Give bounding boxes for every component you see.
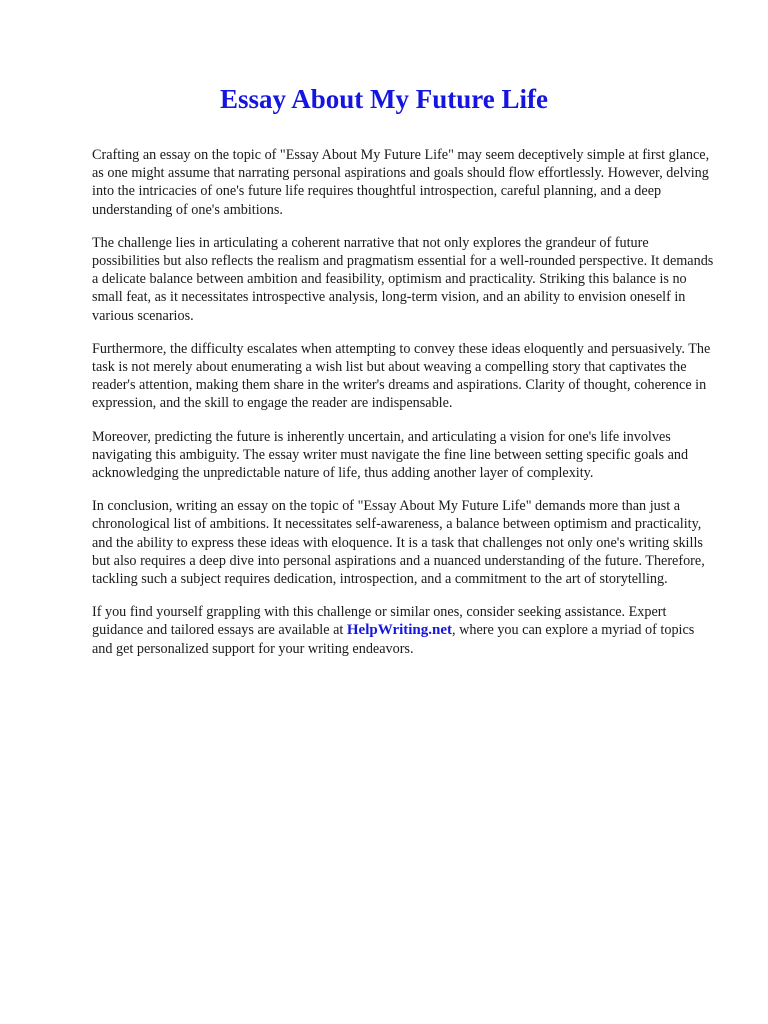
essay-body: [92, 146, 718, 658]
helpwriting-link[interactable]: HelpWriting.net: [346, 622, 453, 639]
page-title: Essay About My Future Life: [219, 84, 549, 114]
paragraph-furthermore: Furthermore, the difficulty escalates when attempting to convey these ideas eloquently and persuasively. The task is not merely about enumerating a wish list but about weaving a compelling story that captivates the reader's attention, making them share in the writer's dreams and aspirations. Clarity of thought, coherence in expression, and the skill to engage the reader are indispensable.: [92, 340, 711, 412]
closing-text-before-link: If you find yourself grappling with this challenge or similar ones, consider seeking assistance. Expert guidance and tailored essays are available at: [92, 604, 667, 639]
paragraph-moreover: Moreover, predicting the future is inherently uncertain, and articulating a vision for one's life involves navigating this ambiguity. The essay writer must navigate the fine line between setting specific goals and acknowledging the unpredictable nature of life, thus adding another layer of complexity.: [92, 428, 689, 482]
paragraph-closing: [92, 603, 718, 658]
paragraph-challenge: The challenge lies in articulating a coherent narrative that not only explores the grandeur of future possibilities but also reflects the realism and pragmatism essential for a well-rounded perspective. It demands a delicate balance between ambition and feasibility, optimism and practicality. Striking this balance is no small feat, as it necessitates introspective analysis, long-term vision, and an ability to envision oneself in various scenarios.: [92, 234, 714, 324]
paragraph-conclusion: In conclusion, writing an essay on the topic of "Essay About My Future Life" demands more than just a chronological list of ambitions. It necessitates self-awareness, a balance between optimism and practicality, and the ability to express these ideas with eloquence. It is a task that challenges not only one's writing skills but also requires a deep dive into personal aspirations and a nuanced understanding of the future. Therefore, tackling such a subject requires dedication, introspection, and a commitment to the art of storytelling.: [92, 498, 705, 588]
paragraph-intro: Crafting an essay on the topic of "Essay About My Future Life" may seem deceptively simple at first glance, as one might assume that narrating personal aspirations and goals should flow effortlessly. However, delving into the intricacies of one's future life requires thoughtful introspection, careful planning, and a deep understanding of one's ambitions.: [92, 147, 710, 218]
closing-text-after-link: , where you can explore a myriad of topics and get personalized support for your writing endeavors.: [92, 622, 695, 657]
